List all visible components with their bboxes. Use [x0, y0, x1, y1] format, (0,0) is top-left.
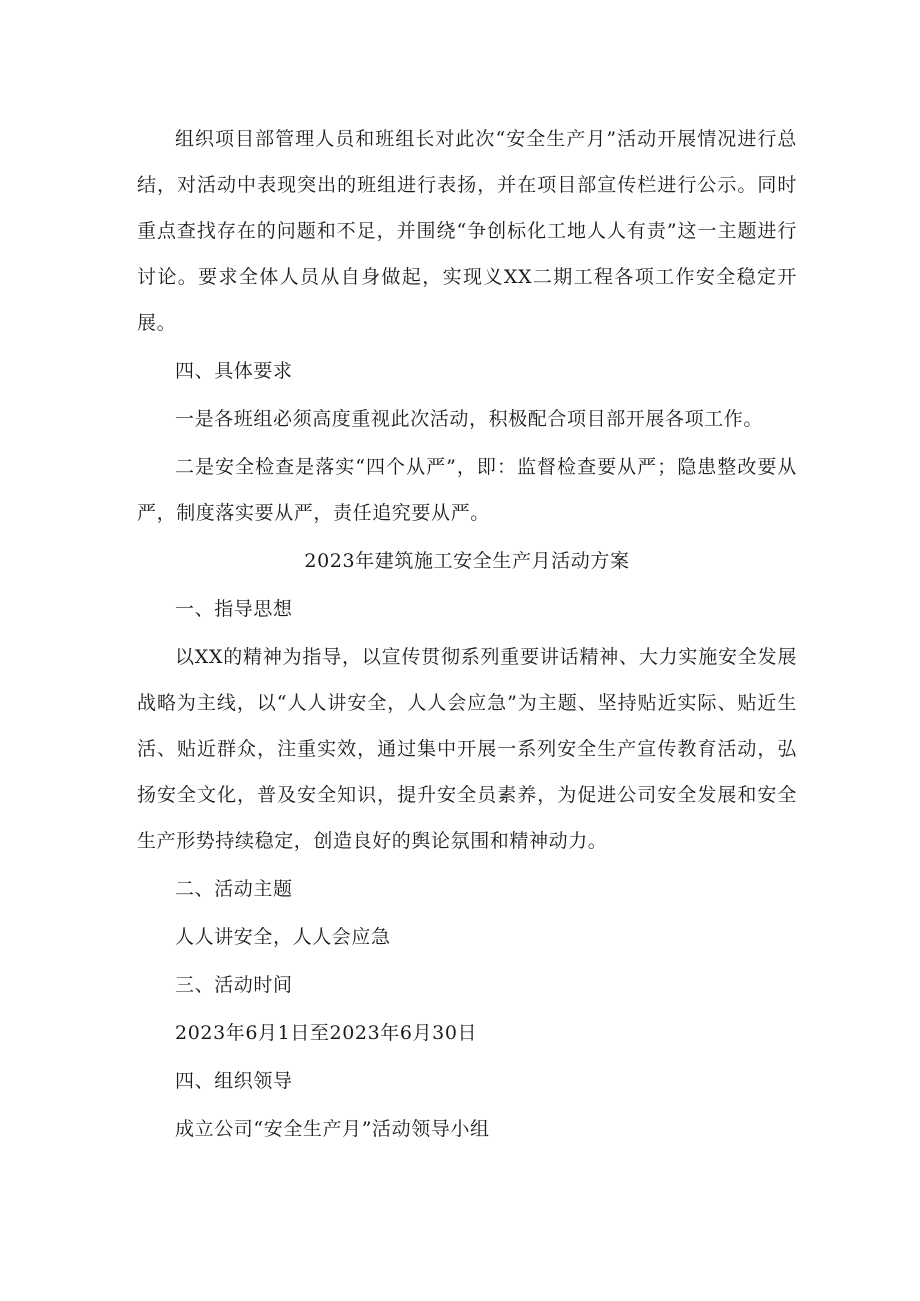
organization-paragraph: 成立公司“安全生产月”活动领导小组: [175, 1118, 490, 1140]
section-heading-theme: 二、活动主题: [175, 878, 293, 900]
summary-paragraph: 组织项目部管理人员和班组长对此次“安全生产月”活动开展情况进行总结，对活动中表现突出的班组进行表扬，并在项目部宣传栏进行公示。同时重点查找存在的问题和不足，并围绕“争创标化工地人人有责”这一主题进行讨论。要求全体人员从自身做起，实现义XX二期工程各项工作安全稳定开展。: [137, 128, 797, 334]
requirement-paragraph-1: 一是各班组必须高度重视此次活动，积极配合项目部开展各项工作。: [175, 408, 764, 430]
document-body: [137, 116, 797, 1152]
section-heading-requirements: 四、具体要求: [175, 360, 293, 382]
document-title: 2023年建筑施工安全生产月活动方案: [304, 550, 630, 572]
requirement-paragraph-2: 二是安全检查是落实“四个从严”，即：监督检查要从严；隐患整改要从严，制度落实要从严，责任追究要从严。: [137, 456, 797, 524]
time-paragraph: 2023年6月1日至2023年6月30日: [175, 1022, 478, 1044]
theme-paragraph: 人人讲安全，人人会应急: [175, 926, 391, 948]
section-heading-time: 三、活动时间: [175, 974, 293, 996]
section-heading-guiding: 一、指导思想: [175, 598, 293, 620]
section-heading-organization: 四、组织领导: [175, 1070, 293, 1092]
guiding-paragraph: 以XX的精神为指导，以宣传贯彻系列重要讲话精神、大力实施安全发展战略为主线，以“人人讲安全，人人会应急”为主题、坚持贴近实际、贴近生活、贴近群众，注重实效，通过集中开展一系列安全生产宣传教育活动，弘扬安全文化，普及安全知识，提升安全员素养，为促进公司安全发展和安全生产形势持续稳定，创造良好的舆论氛围和精神动力。: [137, 646, 797, 852]
